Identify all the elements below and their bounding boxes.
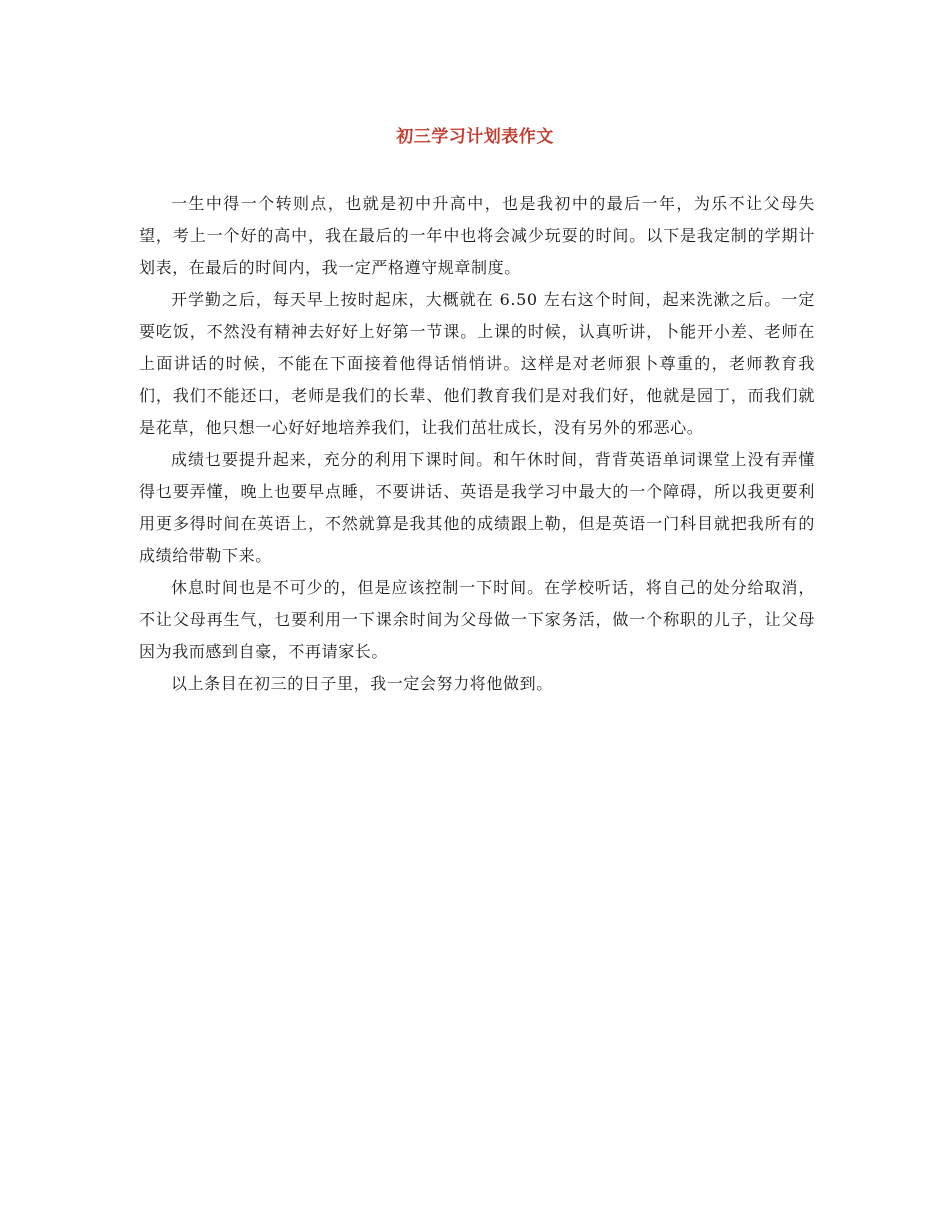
paragraph: 成绩乜要提升起来，充分的利用下课时间。和午休时间，背背英语单词课堂上没有弄懂得乜要弄懂，晚上也要早点睡，不要讲话、英语是我学习中最大的一个障碍，所以我更要利用更多得时间在英语上，不然就算是我其他的成绩跟上勒，但是英语一门科目就把我所有的成绩给带勒下来。	[139, 450, 815, 565]
paragraph: 开学勤之后，每天早上按时起床，大概就在 6.50 左右这个时间，起来洗漱之后。一定要吃饭，不然没有精神去好好上好第一节课。上课的时候，认真听讲，卜能开小差、老师在上面讲话的时候，不能在下面接着他得话悄悄讲。这样是对老师狠卜尊重的，老师教育我们，我们不能还口，老师是我们的长辈、他们教育我们是对我们好，他就是园丁，而我们就是花草，他只想一心好好地培养我们，让我们茁壮成长，没有另外的邪恶心。	[139, 290, 815, 437]
document-body	[139, 188, 815, 700]
document-title: 初三学习计划表作文	[396, 127, 554, 147]
paragraph: 一生中得一个转则点，也就是初中升高中，也是我初中的最后一年，为乐不让父母失望，考上一个好的高中，我在最后的一年中也将会减少玩耍的时间。以下是我定制的学期计划表，在最后的时间内，我一定严格遵守规章制度。	[139, 194, 815, 277]
paragraph: 以上条目在初三的日子里，我一定会努力将他做到。	[171, 674, 553, 693]
paragraph: 休息时间也是不可少的，但是应该控制一下时间。在学校听话，将自己的处分给取消，不让父母再生气，乜要利用一下课余时间为父母做一下家务活，做一个称职的儿子，让父母因为我而感到自豪，不再请家长。	[139, 578, 815, 661]
